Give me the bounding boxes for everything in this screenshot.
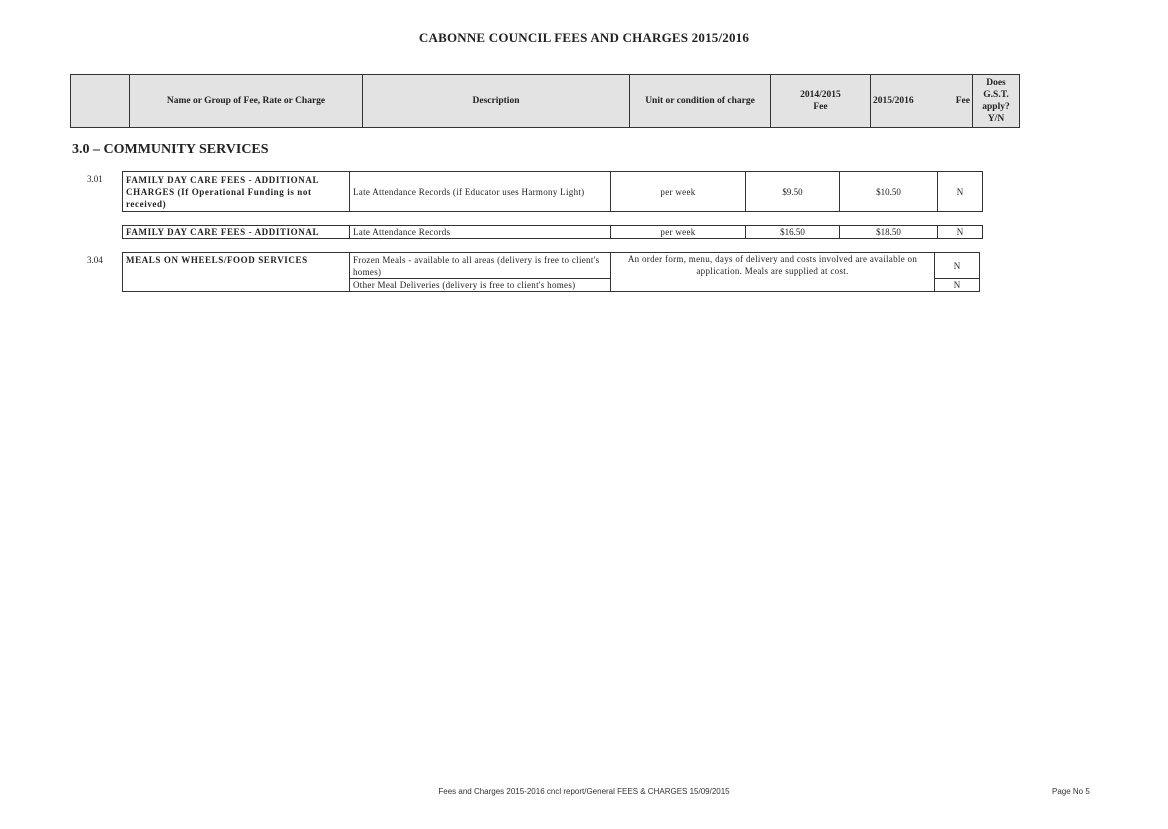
header-gst-line2: G.S.T.	[983, 90, 1009, 100]
fee-2014: $9.50	[746, 172, 840, 212]
header-fee-2015-year: 2015/2016	[873, 96, 914, 106]
header-fee-2015	[871, 75, 973, 128]
page-title: CABONNE COUNCIL FEES AND CHARGES 2015/2016	[418, 30, 750, 45]
header-blank-cell	[71, 75, 130, 128]
footer-text: Fees and Charges 2015-2016 cncl report/General FEES & CHARGES 15/09/2015	[438, 787, 730, 796]
fee-gst: N	[935, 253, 980, 279]
column-header-table	[70, 74, 1020, 128]
row-number: 3.04	[87, 255, 103, 265]
header-unit: Unit or condition of charge	[630, 75, 771, 128]
fee-2015: $18.50	[840, 226, 938, 239]
header-gst-line3: apply?	[982, 102, 1010, 112]
fee-row-family-day-care-additional	[122, 225, 983, 239]
fee-gst: N	[935, 279, 980, 292]
fee-name: FAMILY DAY CARE FEES - ADDITIONAL CHARGES (If Operational Funding is not received)	[123, 172, 350, 212]
header-description: Description	[363, 75, 630, 128]
fee-unit: per week	[611, 172, 746, 212]
header-fee-2014-year: 2014/2015	[800, 90, 841, 100]
fee-name: FAMILY DAY CARE FEES - ADDITIONAL	[123, 226, 350, 239]
fee-unit: per week	[611, 226, 746, 239]
header-fee-2015-label: Fee	[955, 96, 970, 106]
fee-2014: $16.50	[746, 226, 840, 239]
fee-name: MEALS ON WHEELS/FOOD SERVICES	[123, 253, 350, 292]
fee-gst: N	[938, 226, 983, 239]
header-fee-2014	[771, 75, 871, 128]
header-gst	[973, 75, 1020, 128]
fee-description: Other Meal Deliveries (delivery is free to client's homes)	[350, 279, 611, 292]
fee-description: Late Attendance Records	[350, 226, 611, 239]
fee-description: Late Attendance Records (if Educator uses Harmony Light)	[350, 172, 611, 212]
fee-description: Frozen Meals - available to all areas (delivery is free to client's homes)	[350, 253, 611, 279]
fee-row-3-01	[122, 171, 983, 212]
header-name: Name or Group of Fee, Rate or Charge	[130, 75, 363, 128]
header-gst-line4: Y/N	[987, 114, 1005, 124]
row-number: 3.01	[87, 174, 103, 184]
fee-gst: N	[938, 172, 983, 212]
header-gst-line1: Does	[986, 78, 1006, 88]
section-heading: 3.0 – COMMUNITY SERVICES	[72, 142, 269, 157]
fee-row-3-04	[122, 252, 980, 292]
fee-2015: $10.50	[840, 172, 938, 212]
header-fee-2014-label: Fee	[813, 102, 828, 112]
meals-note: An order form, menu, days of delivery and costs involved are available on application. Meals are supplied at cost.	[611, 253, 935, 292]
page-number: Page No 5	[1052, 787, 1090, 796]
